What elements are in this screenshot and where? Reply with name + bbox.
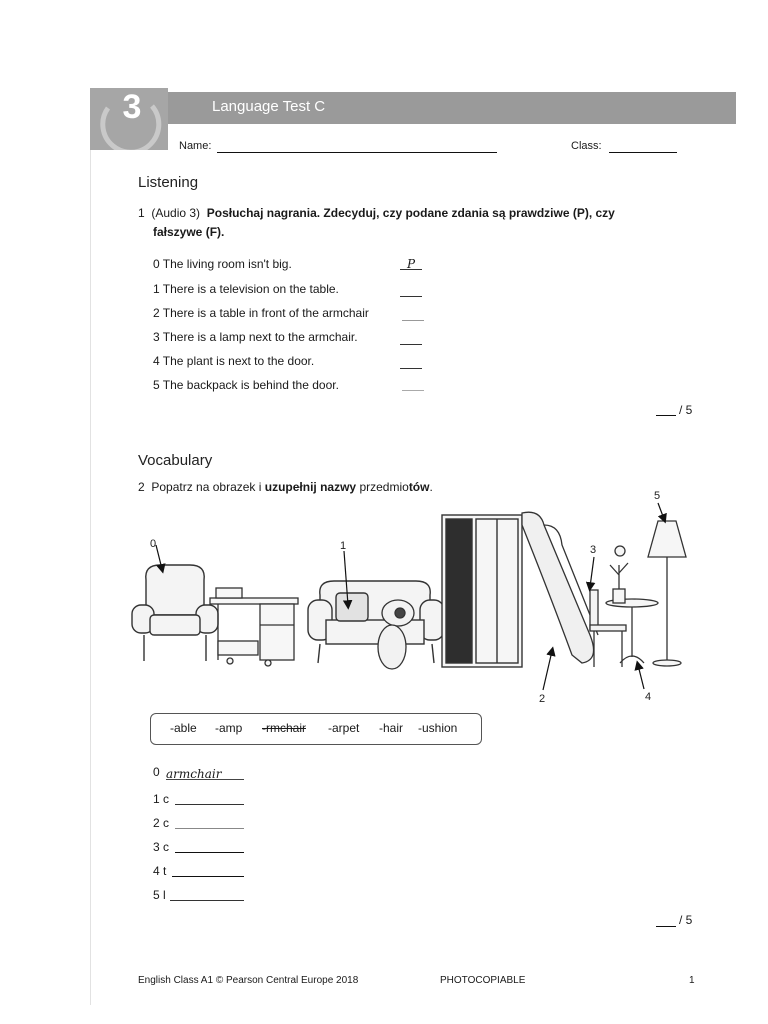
instruction-bold-2: fałszywe (F).	[153, 225, 225, 239]
vocab-answer-prefix: 3 c	[153, 840, 170, 854]
instr-a: Popatrz na obrazek i	[151, 480, 262, 494]
score-field[interactable]	[656, 914, 676, 927]
callout-number: 5	[654, 490, 661, 502]
task-number: 1	[138, 206, 145, 220]
example-answer: P	[406, 257, 416, 271]
armchair-drawing	[132, 565, 218, 661]
vocab-answer-field[interactable]	[170, 886, 244, 901]
footer-copyright: English Class A1 © Pearson Central Europe 2018	[138, 975, 359, 986]
callout-number: 1	[340, 540, 347, 552]
unit-number: 3	[122, 88, 142, 126]
callout-number: 3	[590, 544, 597, 556]
vocab-answer-field[interactable]	[175, 814, 244, 829]
listening-item: 3 There is a lamp next to the armchair.	[153, 330, 358, 344]
instr-b: uzupełnij nazwy	[264, 480, 357, 494]
room-illustration	[120, 485, 700, 710]
word-box-item: -hair	[379, 721, 404, 735]
name-field[interactable]	[217, 140, 497, 153]
listening-item: 5 The backpack is behind the door.	[153, 378, 339, 392]
class-label: Class:	[571, 140, 602, 152]
sofa-drawing	[308, 581, 444, 663]
answer-field[interactable]	[400, 354, 422, 369]
margin-rule	[90, 150, 91, 1005]
vocab-answer-prefix: 1 c	[153, 792, 170, 806]
callout-arrow	[658, 503, 664, 519]
vocab-answer-field[interactable]	[166, 765, 244, 780]
answer-field[interactable]	[400, 330, 422, 345]
listening-item: 1 There is a television on the table.	[153, 282, 339, 296]
callout-arrow	[590, 557, 594, 587]
listening-item: 4 The plant is next to the door.	[153, 354, 315, 368]
vocabulary-heading: Vocabulary	[138, 452, 213, 469]
instr-e: .	[429, 480, 433, 494]
word-box-item: -arpet	[328, 721, 360, 735]
callout-arrow	[543, 651, 552, 690]
listening-instruction-cont	[153, 223, 224, 242]
answer-field[interactable]	[402, 306, 424, 321]
header-bar	[90, 92, 736, 124]
callout-number: 4	[645, 691, 652, 703]
page-number: 1	[689, 975, 695, 986]
callout-number: 0	[150, 538, 157, 550]
name-label: Name:	[179, 140, 212, 152]
wardrobe-drawing	[442, 515, 522, 667]
example-answer: armchair	[166, 767, 222, 781]
answer-field[interactable]	[400, 255, 422, 270]
vocab-answer-prefix: 4 t	[153, 864, 167, 878]
vocab-answer-field[interactable]	[175, 790, 244, 805]
task-number: 2	[138, 480, 145, 494]
word-box-item: -amp	[215, 721, 243, 735]
vocab-answer-prefix: 5 l	[153, 888, 166, 902]
callout-number: 2	[539, 693, 546, 705]
answer-field[interactable]	[402, 376, 424, 391]
footer-photocopiable: PHOTOCOPIABLE	[440, 975, 526, 986]
floor-lamp-drawing	[648, 521, 686, 666]
audio-reference: (Audio 3)	[151, 206, 201, 220]
listening-heading: Listening	[138, 174, 199, 191]
listening-instruction	[138, 204, 698, 223]
side-table-drawing	[606, 546, 658, 663]
word-box-item: -ushion	[418, 721, 458, 735]
class-field[interactable]	[609, 140, 677, 153]
listening-score: / 5	[679, 403, 693, 417]
score-field[interactable]	[656, 403, 676, 416]
test-title: Language Test C	[212, 98, 326, 115]
listening-item: 0 The living room isn't big.	[153, 257, 292, 271]
desk-drawing	[210, 588, 298, 666]
listening-item: 2 There is a table in front of the armchair	[153, 306, 369, 320]
vocab-answer-field[interactable]	[175, 838, 244, 853]
answer-field[interactable]	[400, 282, 422, 297]
instr-d: tów	[408, 480, 430, 494]
callout-arrow	[638, 665, 644, 689]
vocabulary-score: / 5	[679, 913, 693, 927]
carpet-drawing	[522, 512, 598, 663]
instruction-bold-1: Posłuchaj nagrania. Zdecyduj, czy podane zdania są prawdziwe (P), czy	[206, 206, 615, 220]
instr-c: przedmio	[359, 480, 409, 494]
vocab-answer-prefix: 2 c	[153, 816, 170, 830]
word-box-item: -able	[170, 721, 197, 735]
vocab-answer-field[interactable]	[172, 862, 244, 877]
vocab-answer-prefix: 0	[153, 765, 160, 779]
word-box-item-crossed: -rmchair	[262, 721, 306, 735]
